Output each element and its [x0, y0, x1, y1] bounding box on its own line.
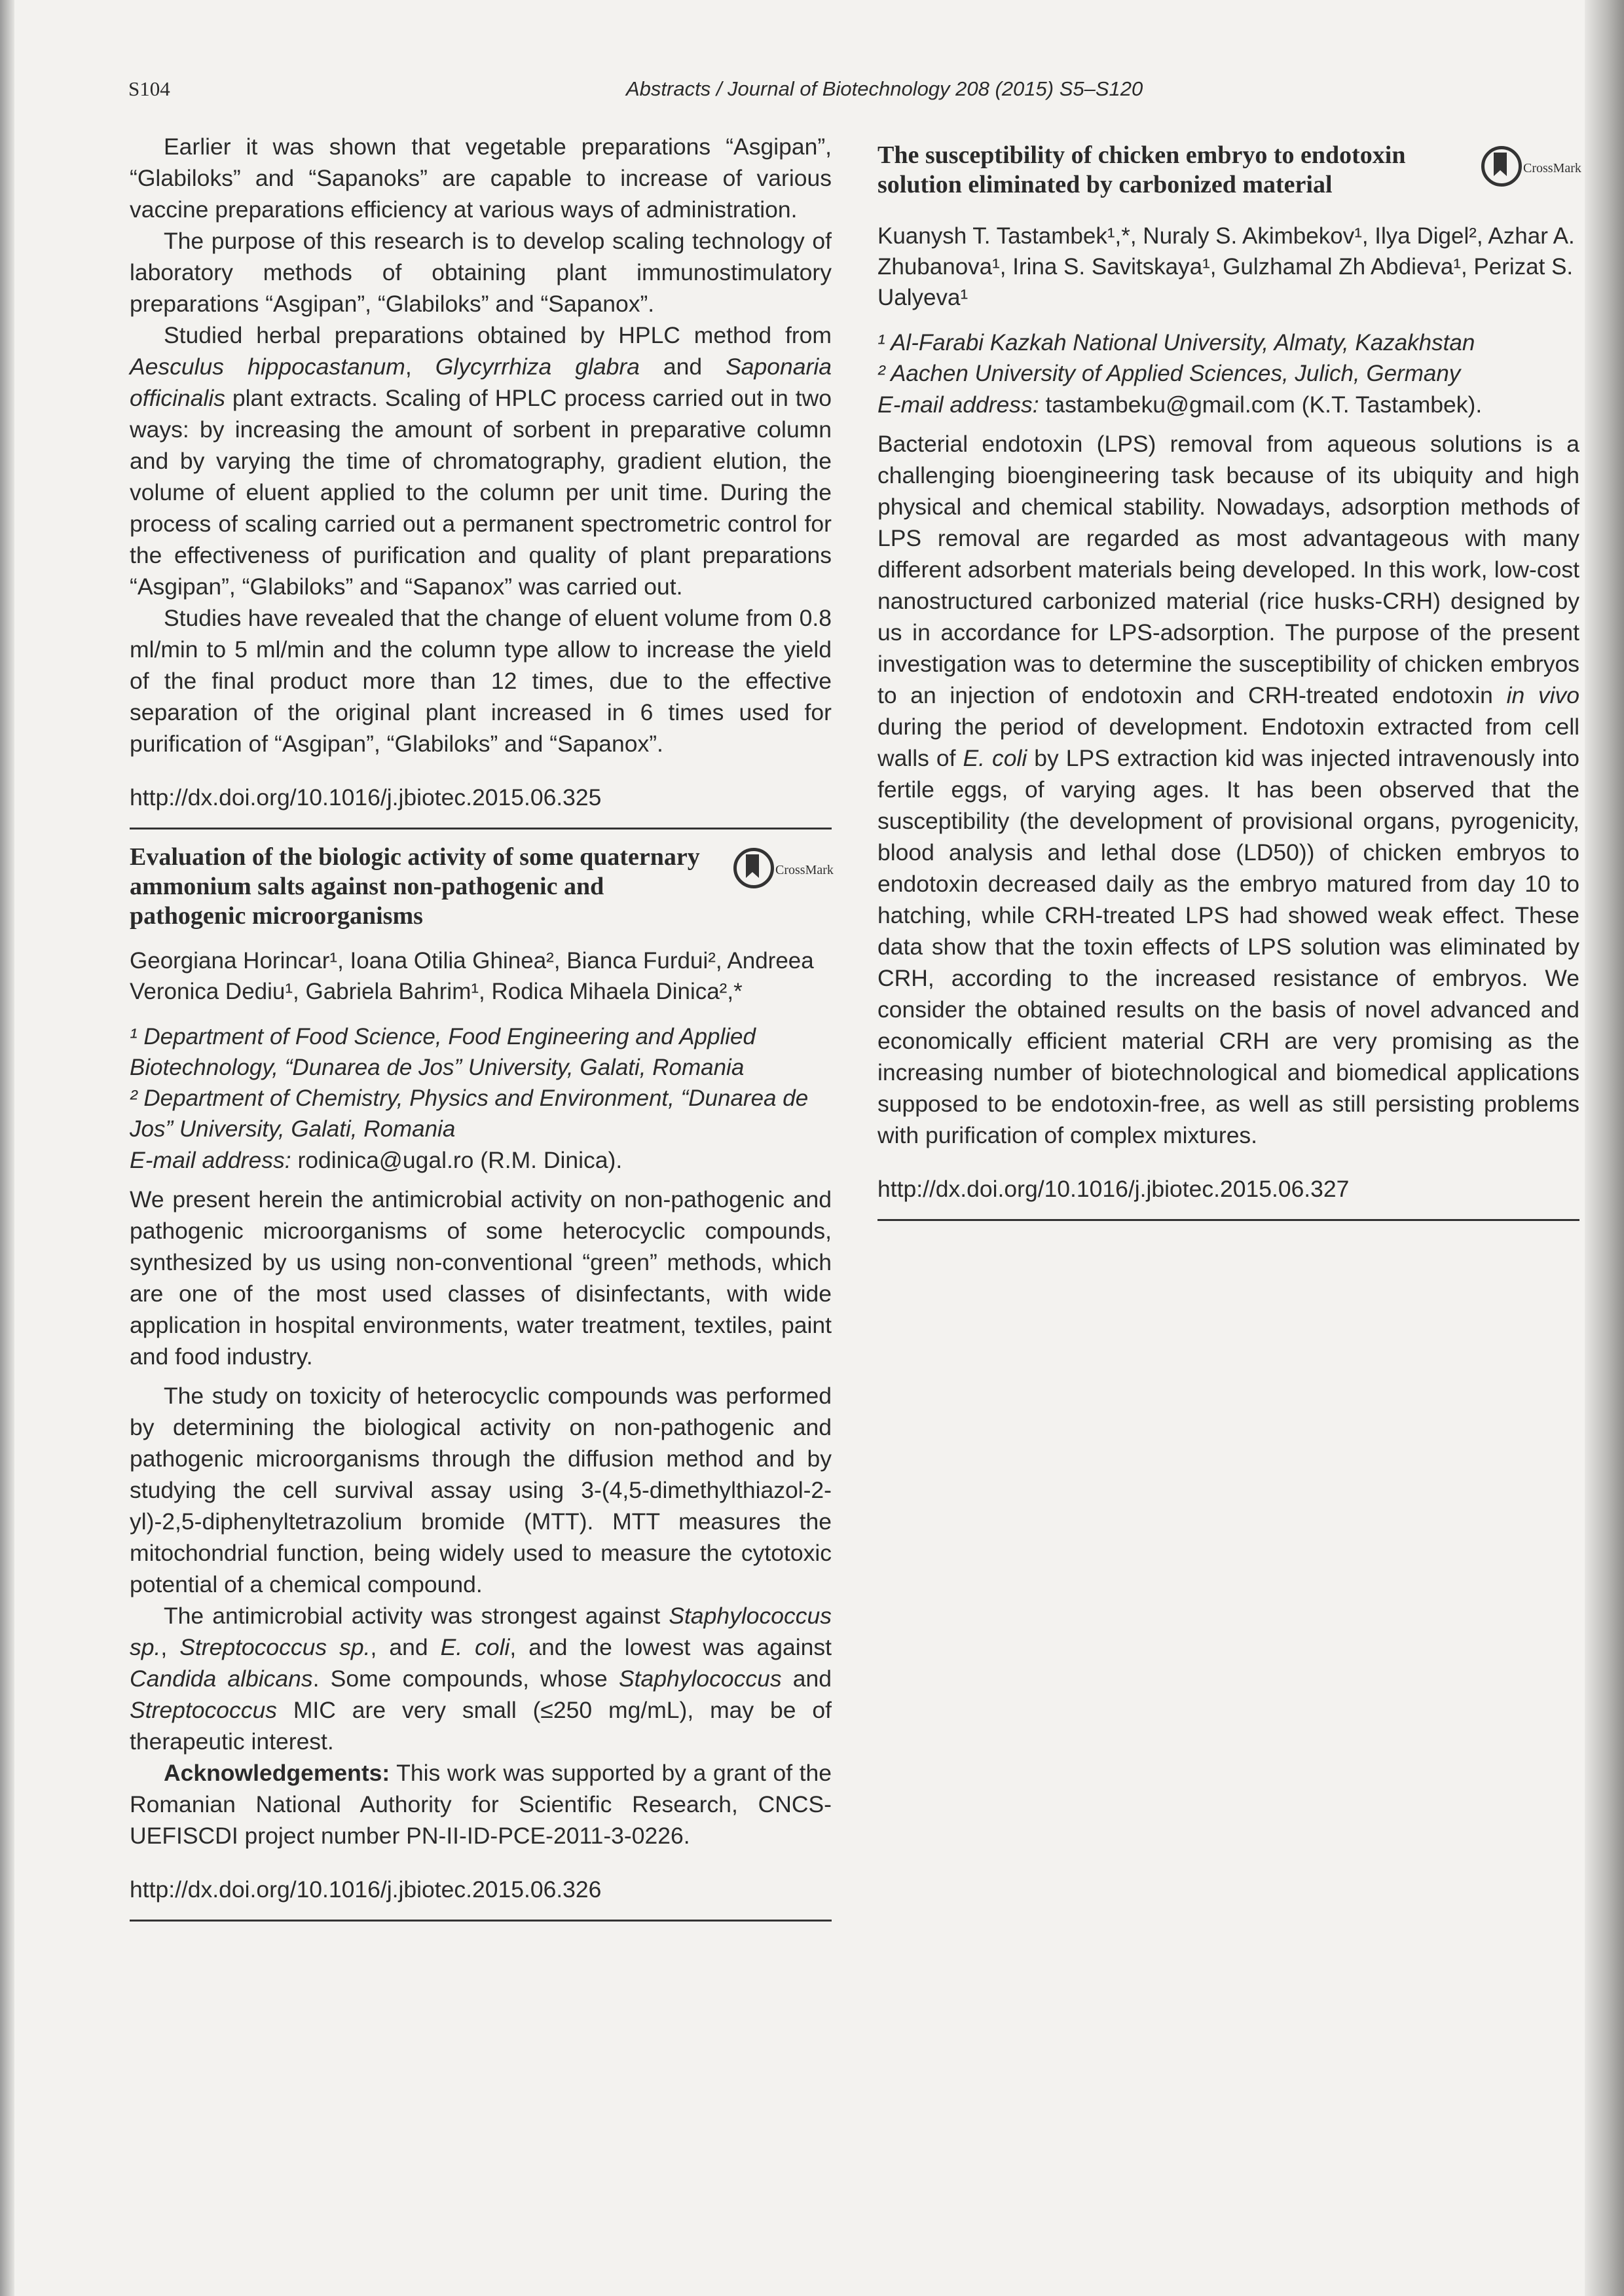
doi-link[interactable]: http://dx.doi.org/10.1016/j.jbiotec.2015.06.326 — [130, 1876, 602, 1903]
paragraph: The antimicrobial activity was strongest against Staphylococcus sp., Streptococcus sp., and E. coli, and the lowest was against Candida albicans. Some compounds, whose Staphylococcus and Streptococcus MIC are very small (≤250 mg/mL), may be of therapeutic interest. — [130, 1603, 832, 1755]
email-line: E-mail address: rodinica@ugal.ro (R.M. Dinica). — [130, 1147, 623, 1173]
paragraph: Earlier it was shown that vegetable preparations “Asgipan”, “Glabiloks” and “Sapanoks” are capable to increase of various vaccine preparations efficiency at various ways of administration. — [130, 134, 832, 223]
doi-link[interactable]: http://dx.doi.org/10.1016/j.jbiotec.2015.06.327 — [877, 1176, 1350, 1202]
paragraph: Studied herbal preparations obtained by HPLC method from Aesculus hippocastanum, Glycyrrhiza glabra and Saponaria officinalis plant extracts. Scaling of HPLC process carried out in two ways: by increasing the amount of sorbent in preparative column and by varying the time of chromatography, gradient elution, the volume of eluent applied to the column per unit time. During the process of scaling carried out a permanent spectrometric control for the effectiveness of purification and quality of plant preparations “Asgipan”, “Glabiloks” and “Sapanox” was carried out. — [130, 322, 832, 600]
continued-abstract — [130, 131, 832, 759]
scan-right-edge — [1585, 0, 1624, 2296]
affiliation: ¹ Al-Farabi Kazkah National University, Almaty, Kazakhstan — [877, 330, 1475, 355]
paragraph: Bacterial endotoxin (LPS) removal from aqueous solutions is a challenging bioengineering task because of its ubiquity and high physical and chemical stability. Nowadays, adsorption methods of LPS removal are regarded as most advantageous with many different adsorbent materials being developed. In this work, low-cost nanostructured carbonized material (rice husks-CRH) designed by us in accordance for LPS-adsorption. The purpose of the present investigation was to determine the susceptibility of chicken embryos to an injection of endotoxin and CRH-treated endotoxin in vivo during the period of development. Endotoxin extracted from cell walls of E. coli by LPS extraction kid was injected intravenously into fertile eggs, of varying ages. It has been observed that the susceptibility (the development of provisional organs, pyrogenicity, blood analysis and lethal dose (LD50)) of chicken embryos to endotoxin decreased daily as the embryo matured from day 10 to hatching, while CRH-treated LPS had showed weak effect. These data show that the toxin effects of LPS solution was eliminated by CRH, according to the increased resistance of embryos. We consider the obtained results on the basis of novel advanced and economically efficient material CRH are very promising as the increasing number of biotechnological and biomedical applications supposed to be endotoxin-free, as well as still persisting problems with purification of complex mixtures. — [877, 431, 1580, 1148]
author-list: Kuanysh T. Tastambek¹,*, Nuraly S. Akimbekov¹, Ilya Digel², Azhar A. Zhubanova¹, Irina S. Savitskaya¹, Gulzhamal Zh Abdieva¹, Perizat S. Ualyeva¹ — [877, 223, 1575, 310]
doi-link[interactable]: http://dx.doi.org/10.1016/j.jbiotec.2015.06.325 — [130, 784, 602, 811]
affiliation: ² Department of Chemistry, Physics and Environment, “Dunarea de Jos” University, Galati, Romania — [130, 1085, 809, 1142]
scan-left-edge — [0, 0, 14, 2296]
acknowledgements: Acknowledgements: This work was supported by a grant of the Romanian National Authority for Scientific Research, CNCS-UEFISCDI project number PN-II-ID-PCE-2011-3-0226. — [130, 1760, 832, 1849]
paragraph: The study on toxicity of heterocyclic compounds was performed by determining the biological activity on non-pathogenic and pathogenic microorganisms through the diffusion method and by studying the cell survival assay using 3-(4,5-dimethylthiazol-2-yl)-2,5-diphenyltetrazolium bromide (MTT). MTT measures the mitochondrial function, being widely used to measure the cytotoxic potential of a chemical compound. — [130, 1383, 832, 1597]
author-list: Georgiana Horincar¹, Ioana Otilia Ghinea², Bianca Furdui², Andreea Veronica Dediu¹, Gabriela Bahrim¹, Rodica Mihaela Dinica²,* — [130, 948, 814, 1004]
abstract-327 — [877, 141, 1579, 1151]
crossmark-badge[interactable]: CrossMark — [733, 848, 832, 894]
page-number: S104 — [128, 77, 170, 100]
divider — [130, 828, 832, 829]
abstract-title: The susceptibility of chicken embryo to endotoxin solution eliminated by carbonized material — [877, 141, 1406, 198]
running-header — [128, 77, 1565, 110]
crossmark-badge[interactable]: CrossMark — [1481, 146, 1579, 192]
paragraph: Studies have revealed that the change of eluent volume from 0.8 ml/min to 5 ml/min and the column type allow to increase the yield of the final product more than 12 times, due to the effective separation of the original plant increased in 6 times used for purification of “Asgipan”, “Glabiloks” and “Sapanox”. — [130, 605, 832, 757]
left-column — [130, 131, 832, 1935]
paragraph: We present herein the antimicrobial activity on non-pathogenic and pathogenic microorganisms of some heterocyclic compounds, synthesized by us using non-conventional “green” methods, which are one of the most used classes of disinfectants, with wide application in hospital environments, water treatment, textiles, paint and food industry. — [130, 1186, 832, 1370]
affiliation: ² Aachen University of Applied Sciences, Julich, Germany — [877, 361, 1461, 386]
abstract-326 — [130, 843, 832, 1851]
abstract-title: Evaluation of the biologic activity of some quaternary ammonium salts against non-pathogenic and pathogenic microorganisms — [130, 843, 700, 930]
email-line: E-mail address: tastambeku@gmail.com (K.T. Tastambek). — [877, 392, 1483, 418]
email-link[interactable]: rodinica@ugal.ro (R.M. Dinica). — [291, 1147, 623, 1173]
divider — [877, 1219, 1579, 1221]
right-column — [877, 141, 1579, 1234]
email-link[interactable]: tastambeku@gmail.com (K.T. Tastambek). — [1039, 392, 1483, 418]
affiliation: ¹ Department of Food Science, Food Engineering and Applied Biotechnology, “Dunarea de Jos” University, Galati, Romania — [130, 1024, 756, 1080]
divider — [130, 1920, 832, 1922]
paragraph: The purpose of this research is to develop scaling technology of laboratory methods of obtaining plant immunostimulatory preparations “Asgipan”, “Glabiloks” and “Sapanox”. — [130, 228, 832, 317]
journal-citation: Abstracts / Journal of Biotechnology 208 (2015) S5–S120 — [626, 77, 1143, 100]
